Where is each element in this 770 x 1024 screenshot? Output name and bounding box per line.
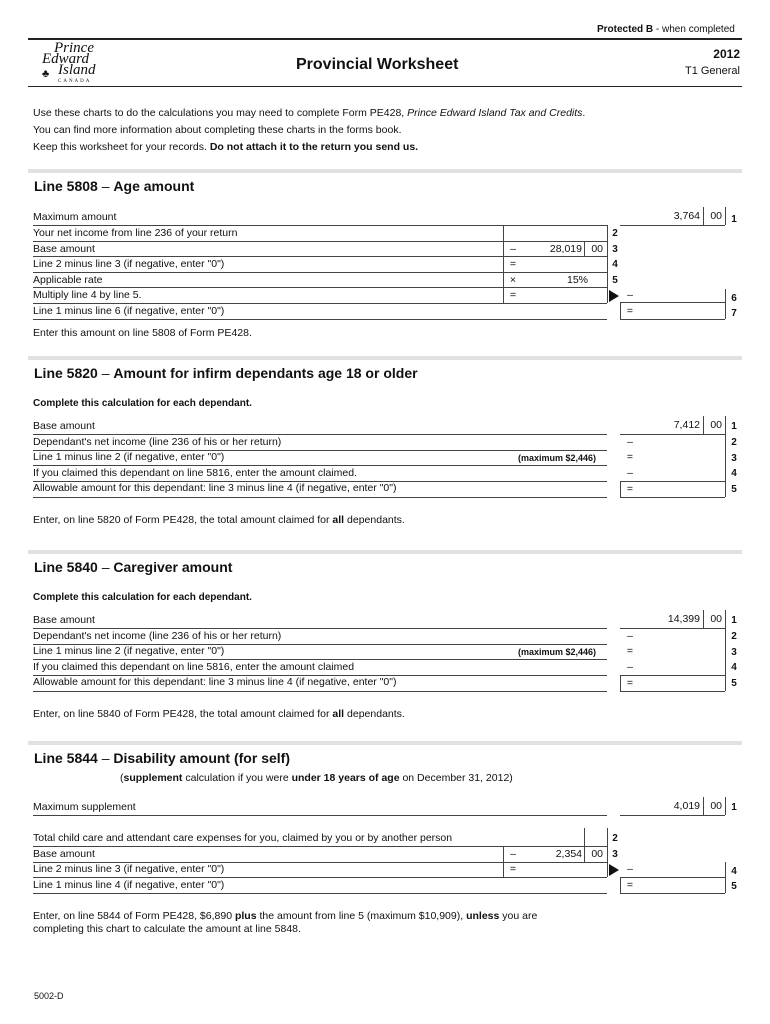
title-code: Line 5808 [34, 178, 98, 194]
s5840-line-num-4: 4 [731, 662, 737, 673]
s5808-r6-operator: = [509, 289, 517, 301]
s5844-row-rule-5 [33, 893, 607, 894]
logo-line-prince: Prince [54, 40, 94, 56]
s5844-r3-cents: 00 [591, 848, 603, 860]
s5808-line-num-2: 2 [612, 228, 618, 239]
s5840-amount-col-right [725, 610, 726, 691]
s5844-row-rule-2 [33, 846, 607, 847]
s5808-row-rule-2 [33, 241, 607, 242]
form-year: 2012 [713, 47, 740, 61]
s5844-line-num-3: 3 [612, 849, 618, 860]
s5844-subtitle [120, 772, 513, 784]
s5844-row-rule-3 [33, 862, 607, 863]
title-sep: – [97, 559, 114, 575]
s5844-footer-line-1 [33, 910, 537, 922]
s5808-amount-box-bottom [620, 319, 725, 320]
s5808-row-rule-4 [33, 272, 607, 273]
s5808-amount-box-right [725, 289, 726, 319]
s5808-amount-box-left [620, 302, 621, 319]
s5820-row-rule-4 [33, 481, 607, 482]
s5844-row-2-label: Total child care and attendant care expenses for you, claimed by you or by another person [33, 832, 453, 844]
s5820-row-1-label: Base amount [33, 420, 95, 432]
logo-line-canada: CANADA [58, 79, 92, 84]
s5808-row-rule-1 [33, 225, 607, 226]
header-top-rule [28, 38, 742, 40]
s5840-row-5-label: Allowable amount for this dependant: line 3 minus line 4 (if negative, enter "0") [33, 676, 397, 688]
protected-suffix: - when completed [653, 24, 735, 35]
protected-notice [597, 24, 735, 35]
form-name: T1 General [684, 65, 740, 77]
s5820-r5-operator: = [626, 483, 634, 495]
intro-1b: . [582, 107, 586, 119]
s5808-amount-line-1 [620, 225, 725, 226]
s5820-amount-box-left [620, 481, 621, 497]
s5808-r6-operator-right: – [627, 289, 633, 301]
section-title-5808 [34, 178, 194, 194]
s5820-max-note: (maximum $2,446) [518, 453, 597, 463]
section-title-5840 [34, 559, 232, 575]
footer-a: Enter, on line 5840 of Form PE428, the total amount claimed for [33, 708, 333, 720]
s5820-row-rule-1 [33, 434, 607, 435]
section-band-5840 [28, 550, 742, 554]
s5844-line-num-4: 4 [731, 866, 737, 877]
section-title-5820 [34, 365, 418, 381]
s5808-r4-operator: = [509, 258, 517, 270]
s5840-r3-operator: = [626, 645, 634, 657]
page-code: 5002-D [34, 991, 64, 1001]
s5820-row-rule-5 [33, 497, 607, 498]
s5820-amount-col-right [725, 416, 726, 497]
protected-label: Protected B [597, 24, 654, 35]
s5840-row-rule-1 [33, 628, 607, 629]
s5840-line-num-2: 2 [731, 631, 737, 642]
s5844-row-rule-1 [33, 815, 607, 816]
s5840-row-1-label: Base amount [33, 614, 95, 626]
s5844-amount-box-right [725, 862, 726, 893]
s5820-amount-line-1 [620, 434, 725, 435]
footer-c: you are [499, 910, 538, 922]
s5840-footer [33, 708, 405, 720]
s5840-r4-operator: – [627, 661, 633, 673]
s5820-r2-operator: – [627, 436, 633, 448]
s5808-row-4-label: Line 2 minus line 3 (if negative, enter "0") [33, 258, 225, 270]
s5844-row-3-label: Base amount [33, 848, 95, 860]
s5820-r1-cents: 00 [710, 419, 722, 431]
s5844-amount-box-bottom [620, 893, 725, 894]
section-band-5820 [28, 356, 742, 360]
logo-tree-icon: ♣ [42, 68, 50, 80]
s5840-r5-operator: = [626, 677, 634, 689]
sub-open: ( [120, 772, 124, 784]
section-band-5808 [28, 169, 742, 173]
section-band-5844 [28, 741, 742, 745]
s5840-row-2-label: Dependant's net income (line 236 of his or her return) [33, 630, 282, 642]
s5820-row-3-label: Line 1 minus line 2 (if negative, enter "0") [33, 451, 225, 463]
s5844-row-4-label: Line 2 minus line 3 (if negative, enter "0") [33, 863, 225, 875]
title-sep: – [97, 365, 114, 381]
pei-logo [36, 40, 116, 88]
s5844-amount-box-top [620, 877, 725, 878]
footer-b: the amount from line 5 (maximum $10,909), [256, 910, 467, 922]
s5840-r1-amount: 14,399 [667, 613, 700, 625]
s5844-row-5-label: Line 1 minus line 4 (if negative, enter "0") [33, 879, 225, 891]
s5844-transfer-arrow-icon [609, 864, 619, 876]
footer-bold: all [332, 514, 345, 526]
s5840-row-4-label: If you claimed this dependant on line 5816, enter the amount claimed [33, 661, 355, 673]
s5844-inner-col-left [503, 846, 504, 877]
s5840-amount-box-bottom [620, 691, 725, 692]
s5808-row-rule-7 [33, 319, 607, 320]
s5840-r2-operator: – [627, 630, 633, 642]
s5840-amount-box-top [620, 675, 725, 676]
footer-bold: all [332, 708, 345, 720]
s5808-line-num-5: 5 [612, 275, 618, 286]
s5808-transfer-arrow-icon [609, 290, 619, 302]
s5840-row-rule-5 [33, 691, 607, 692]
s5844-inner-col-right [607, 828, 608, 877]
s5808-row-rule-3 [33, 256, 607, 257]
s5808-line-num-4: 4 [612, 259, 618, 270]
s5844-row-1-label: Maximum supplement [33, 801, 136, 813]
s5844-r3-operator: – [510, 848, 516, 860]
header-bottom-rule [28, 86, 742, 87]
s5844-r4-operator-right: – [627, 863, 633, 875]
s5820-row-4-label: If you claimed this dependant on line 5816, enter the amount claimed. [33, 467, 357, 479]
s5808-row-7-label: Line 1 minus line 6 (if negative, enter "0") [33, 305, 225, 317]
s5808-r1-amount: 3,764 [673, 210, 700, 222]
s5840-subhead: Complete this calculation for each dependant. [33, 592, 252, 603]
sub-bold-2: under 18 years of age [291, 772, 400, 784]
section-title-5844 [34, 750, 290, 766]
s5844-r4-operator: = [509, 863, 517, 875]
intro-line-2: You can find more information about completing these charts in the forms book. [33, 124, 402, 136]
s5808-row-rule-6 [33, 303, 607, 304]
s5840-row-rule-3 [33, 659, 607, 660]
sub-mid: calculation if you were [182, 772, 292, 784]
sub-end: on December 31, 2012) [399, 772, 513, 784]
logo-line-island: Island [58, 62, 96, 78]
s5808-inner-col-right [607, 225, 608, 303]
s5844-r5-operator: = [626, 879, 634, 891]
s5808-row-2-label: Your net income from line 236 of your return [33, 227, 238, 239]
s5808-footer: Enter this amount on line 5808 of Form PE428. [33, 327, 252, 339]
s5808-row-rule-5 [33, 287, 607, 288]
s5840-row-3-label: Line 1 minus line 2 (if negative, enter "0") [33, 645, 225, 657]
title-name: Disability amount (for self) [113, 750, 290, 766]
s5820-r3-operator: = [626, 451, 634, 463]
s5808-line-num-1: 1 [731, 214, 737, 225]
s5844-line-num-5: 5 [731, 881, 737, 892]
s5840-amount-box-left [620, 675, 621, 691]
s5808-row-5-label: Applicable rate [33, 274, 103, 286]
footer-bold-1: plus [234, 910, 257, 922]
s5808-r3-amount: 28,019 [549, 243, 582, 255]
s5840-r1-cents: 00 [710, 613, 722, 625]
title-sep: – [97, 178, 114, 194]
s5844-footer-line-2: completing this chart to calculate the amount at line 5848. [33, 923, 301, 935]
s5808-r3-cents: 00 [591, 243, 603, 255]
s5820-line-num-4: 4 [731, 468, 737, 479]
s5844-r3-amount: 2,354 [555, 848, 582, 860]
s5844-r1-cents: 00 [710, 800, 722, 812]
s5820-line-num-1: 1 [731, 421, 737, 432]
s5820-r1-amount: 7,412 [673, 419, 700, 431]
s5808-line-num-3: 3 [612, 244, 618, 255]
logo-line-edward: Edward [42, 51, 89, 67]
s5844-amount-col-right-1 [725, 797, 726, 815]
s5840-max-note: (maximum $2,446) [518, 647, 597, 657]
s5808-line-num-7: 7 [731, 308, 737, 319]
title-code: Line 5840 [34, 559, 98, 575]
s5808-r7-operator: = [626, 305, 634, 317]
intro-line-3 [33, 141, 418, 153]
s5808-r5-rate: 15% [566, 274, 588, 286]
s5820-row-rule-2 [33, 450, 607, 451]
s5820-row-rule-3 [33, 465, 607, 466]
s5844-amount-box-left [620, 877, 621, 893]
s5808-row-1-label: Maximum amount [33, 211, 117, 223]
s5820-subhead: Complete this calculation for each dependant. [33, 398, 252, 409]
s5844-r1-amount: 4,019 [673, 800, 700, 812]
intro-1a: Use these charts to do the calculations you may need to complete Form PE428, [33, 107, 408, 119]
intro-3-bold: Do not attach it to the return you send us. [209, 141, 419, 153]
footer-bold-2: unless [466, 910, 500, 922]
s5808-r3-operator: – [510, 243, 516, 255]
s5808-amount-col-right [725, 207, 726, 225]
s5808-inner-col-left [503, 225, 504, 303]
footer-a: Enter, on line 5844 of Form PE428, $6,890 [33, 910, 235, 922]
s5840-row-rule-2 [33, 644, 607, 645]
s5820-r4-operator: – [627, 467, 633, 479]
page-title: Provincial Worksheet [296, 56, 459, 73]
s5840-line-num-5: 5 [731, 678, 737, 689]
title-name: Amount for infirm dependants age 18 or older [113, 365, 418, 381]
s5840-row-rule-4 [33, 675, 607, 676]
s5808-line-num-6: 6 [731, 293, 737, 304]
intro-1-italic: Prince Edward Island Tax and Credits [407, 107, 583, 119]
sub-bold-1: supplement [123, 772, 183, 784]
title-name: Age amount [113, 178, 195, 194]
s5820-amount-box-top [620, 481, 725, 482]
s5840-line-num-1: 1 [731, 615, 737, 626]
s5844-amount-line-1 [620, 815, 725, 816]
s5820-amount-box-bottom [620, 497, 725, 498]
s5808-r5-operator: × [509, 274, 517, 286]
s5844-line-num-2: 2 [612, 833, 618, 844]
s5844-line-num-1: 1 [731, 802, 737, 813]
intro-3a: Keep this worksheet for your records. [33, 141, 210, 153]
s5808-r1-cents: 00 [710, 210, 722, 222]
s5820-row-5-label: Allowable amount for this dependant: line 3 minus line 4 (if negative, enter "0") [33, 482, 397, 494]
intro-line-1 [33, 107, 585, 119]
footer-a: Enter, on line 5820 of Form PE428, the total amount claimed for [33, 514, 333, 526]
s5820-line-num-2: 2 [731, 437, 737, 448]
title-name: Caregiver amount [113, 559, 233, 575]
s5808-row-3-label: Base amount [33, 243, 95, 255]
s5820-line-num-3: 3 [731, 453, 737, 464]
footer-b: dependants. [344, 708, 405, 720]
s5820-row-2-label: Dependant's net income (line 236 of his or her return) [33, 436, 282, 448]
s5840-line-num-3: 3 [731, 647, 737, 658]
footer-b: dependants. [344, 514, 405, 526]
s5844-row-rule-4 [33, 877, 607, 878]
title-code: Line 5820 [34, 365, 98, 381]
s5820-line-num-5: 5 [731, 484, 737, 495]
s5808-row-6-label: Multiply line 4 by line 5. [33, 289, 142, 301]
s5840-amount-line-1 [620, 628, 725, 629]
s5820-footer [33, 514, 405, 526]
s5808-amount-box-top [620, 302, 725, 303]
title-code: Line 5844 [34, 750, 98, 766]
title-sep: – [97, 750, 114, 766]
